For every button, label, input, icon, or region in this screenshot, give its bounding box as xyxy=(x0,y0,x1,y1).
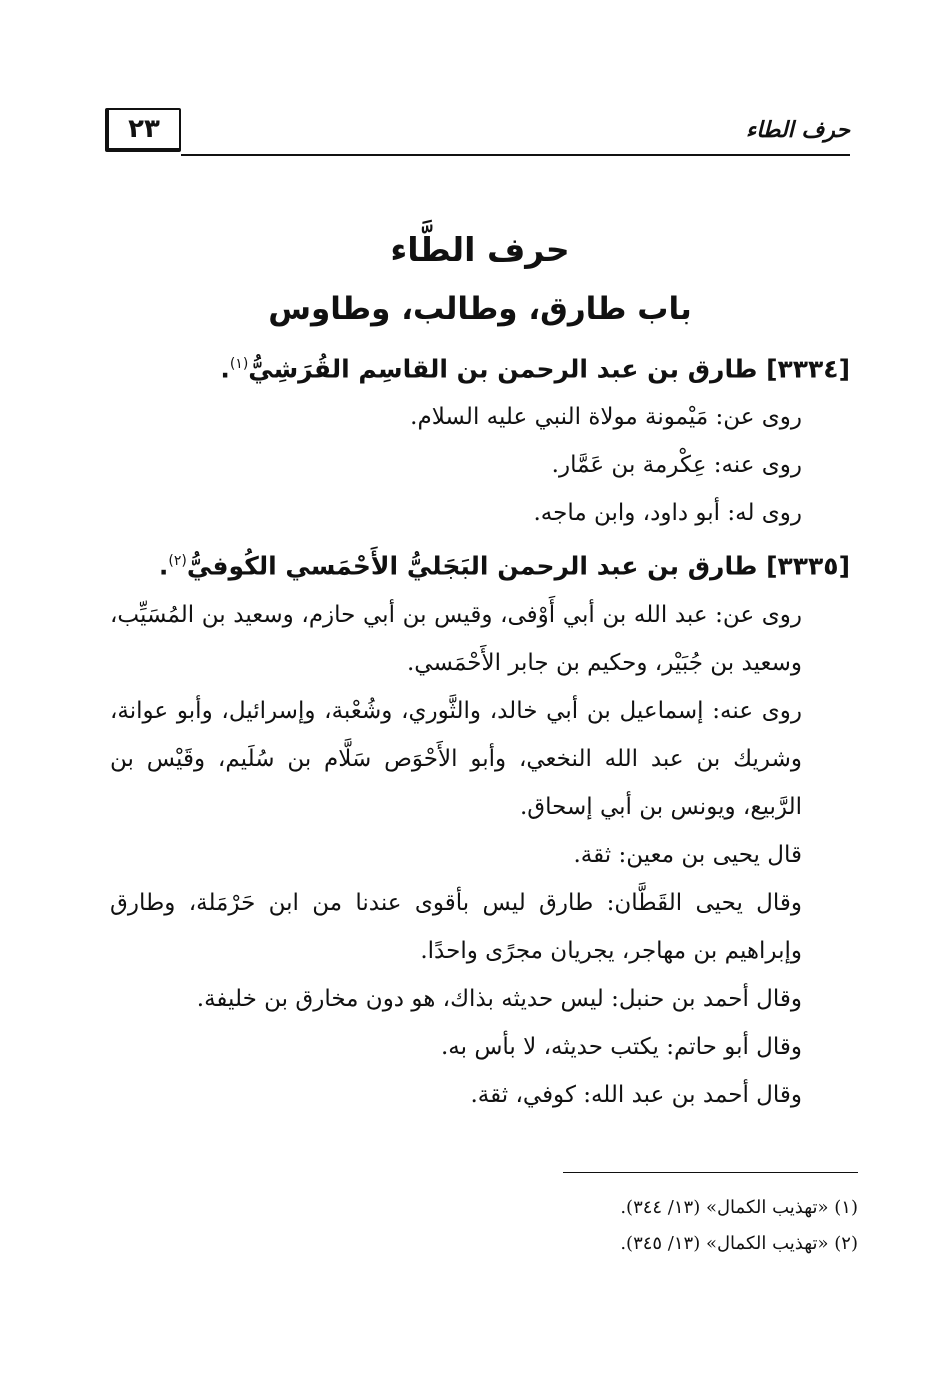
section-title: باب طارق، وطالب، وطاوس xyxy=(268,291,692,327)
footnote-rule xyxy=(563,1172,858,1173)
footnote-ref-1[interactable]: (١) xyxy=(229,356,249,372)
qattan-opinion: وقال يحيى القَطَّان: طارق ليس بأقوى عندنا من ابن حَرْمَلة، وطارق وإبراهيم بن مهاجر، يجريان مجرًى واحدًا. xyxy=(110,889,802,964)
page-number: ٢٣ xyxy=(105,108,181,152)
entry-heading-text: [٣٣٣٤] طارق بن عبد الرحمن بن القاسِم القُرَشِيُّ xyxy=(248,354,850,384)
transmitted-by-line: روى له: أبو داود، وابن ماجه. xyxy=(533,500,802,527)
chapter-title: حرف الطَّاء xyxy=(390,230,570,269)
entry-heading-3334 xyxy=(110,340,850,393)
ahmad-abdullah-opinion: وقال أحمد بن عبد الله: كوفي، ثقة. xyxy=(470,1081,802,1108)
entry-heading-text: [٣٣٣٥] طارق بن عبد الرحمن البَجَليُّ الأَحْمَسي الكُوفيُّ xyxy=(186,551,850,581)
abu-hatim-opinion: وقال أبو حاتم: يكتب حديثه، لا بأس به. xyxy=(440,1033,802,1060)
main-content xyxy=(110,225,850,1119)
entry-heading-end: . xyxy=(158,551,169,581)
footnotes xyxy=(110,1190,858,1262)
narrated-by-line: روى عنه: عِكْرمة بن عَمَّار. xyxy=(551,452,802,479)
ahmad-hanbal-opinion: وقال أحمد بن حنبل: ليس حديثه بذاك، هو دون مخارق بن خليفة. xyxy=(196,985,802,1012)
footnote-2: (٢) «تهذيب الكمال» (١٣/ ٣٤٥). xyxy=(620,1233,858,1254)
narrated-from-paragraph: روى عن: عبد الله بن أبي أَوْفى، وقيس بن أبي حازم، وسعيد بن المُسَيِّب، وسعيد بن جُبَيْر، وحكيم بن جابر الأَحْمَسي. xyxy=(110,601,802,676)
narrated-from-line: روى عن: مَيْمونة مولاة النبي عليه السلام. xyxy=(410,404,802,431)
ibn-main-opinion: قال يحيى بن معين: ثقة. xyxy=(573,841,802,868)
footnote-1: (١) «تهذيب الكمال» (١٣/ ٣٤٤). xyxy=(620,1197,858,1218)
page-header xyxy=(105,100,850,158)
narrated-by-paragraph: روى عنه: إسماعيل بن أبي خالد، والثَّوري، وشُعْبة، وإسرائيل، وأبو عوانة، وشريك بن عبد الله النخعي، وأبو الأَحْوَص سَلَّام بن سُلَيم، وقَيْس بن الرَّبيع، ويونس بن أبي إسحاق. xyxy=(110,697,802,820)
entry-heading-3335 xyxy=(110,537,850,590)
entry-heading-end: . xyxy=(220,354,230,384)
header-rule xyxy=(181,154,850,156)
running-title: حرف الطاء xyxy=(745,118,850,143)
footnote-ref-2[interactable]: (٢) xyxy=(168,553,187,570)
